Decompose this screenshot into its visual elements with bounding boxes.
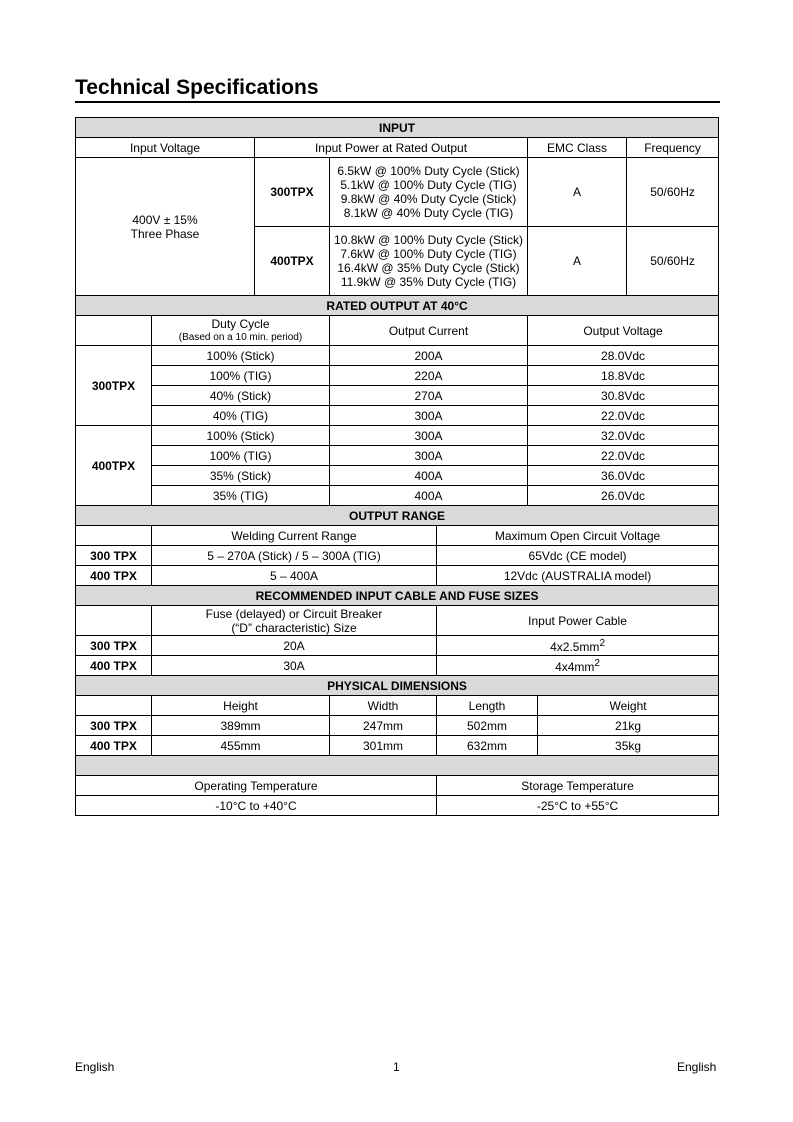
dimensions-model: 400 TPX <box>76 736 152 756</box>
output-range-header: OUTPUT RANGE <box>76 506 719 526</box>
dimensions-header: PHYSICAL DIMENSIONS <box>76 676 719 696</box>
col-fuse-size <box>152 606 437 636</box>
input-voltage-line1: 400V ± 15% <box>132 212 198 227</box>
input-voltage-line2: Three Phase <box>130 226 200 241</box>
weight-value: 35kg <box>538 736 719 756</box>
empty-cell <box>76 606 152 636</box>
input-power-cell <box>330 227 528 296</box>
input-power-line: 7.6kW @ 100% Duty Cycle (TIG) <box>340 247 517 261</box>
input-model: 300TPX <box>255 158 330 227</box>
input-power-line: 5.1kW @ 100% Duty Cycle (TIG) <box>340 178 517 192</box>
table-row <box>76 486 719 506</box>
output-current: 220A <box>330 366 528 386</box>
output-current: 200A <box>330 346 528 366</box>
output-voltage: 18.8Vdc <box>528 366 719 386</box>
output-current: 270A <box>330 386 528 406</box>
table-row <box>76 366 719 386</box>
fuse-size: 20A <box>152 636 437 656</box>
col-fuse-size-line1: Fuse (delayed) or Circuit Breaker <box>205 606 383 621</box>
input-row-300tpx <box>76 158 719 227</box>
duty-cycle: 100% (TIG) <box>152 446 330 466</box>
col-duty-cycle-sub: (Based on a 10 min. period) <box>178 331 303 343</box>
duty-cycle: 35% (TIG) <box>152 486 330 506</box>
empty-cell <box>76 316 152 346</box>
operating-temperature: -10°C to +40°C <box>76 796 437 816</box>
rated-output-section-header <box>76 296 719 316</box>
empty-cell <box>76 696 152 716</box>
table-row <box>76 406 719 426</box>
output-voltage: 22.0Vdc <box>528 406 719 426</box>
col-operating-temperature: Operating Temperature <box>76 776 437 796</box>
table-row <box>76 736 719 756</box>
duty-cycle: 100% (Stick) <box>152 346 330 366</box>
table-row <box>76 656 719 676</box>
output-voltage: 32.0Vdc <box>528 426 719 446</box>
length-value: 502mm <box>437 716 538 736</box>
table-row <box>76 796 719 816</box>
spec-table <box>75 117 719 816</box>
power-cable <box>437 656 719 676</box>
temperature-section-header <box>76 756 719 776</box>
output-current: 300A <box>330 426 528 446</box>
footer-page-number: 1 <box>393 1060 400 1074</box>
input-power-line: 10.8kW @ 100% Duty Cycle (Stick) <box>334 233 523 247</box>
open-circuit-voltage: 65Vdc (CE model) <box>437 546 719 566</box>
height-value: 455mm <box>152 736 330 756</box>
col-max-ocv: Maximum Open Circuit Voltage <box>437 526 719 546</box>
rated-output-column-headers <box>76 316 719 346</box>
rated-model: 400TPX <box>76 426 152 506</box>
input-emc: A <box>528 158 627 227</box>
storage-temperature: -25°C to +55°C <box>437 796 719 816</box>
input-power-line: 6.5kW @ 100% Duty Cycle (Stick) <box>337 164 520 178</box>
table-row <box>76 716 719 736</box>
output-current: 400A <box>330 486 528 506</box>
output-voltage: 28.0Vdc <box>528 346 719 366</box>
col-emc-class: EMC Class <box>528 138 627 158</box>
input-frequency: 50/60Hz <box>627 227 719 296</box>
col-input-power: Input Power at Rated Output <box>255 138 528 158</box>
table-row <box>76 426 719 446</box>
length-value: 632mm <box>437 736 538 756</box>
col-output-current: Output Current <box>330 316 528 346</box>
input-power-line: 16.4kW @ 35% Duty Cycle (Stick) <box>337 261 520 275</box>
input-power-line: 11.9kW @ 35% Duty Cycle (TIG) <box>340 275 517 289</box>
output-voltage: 30.8Vdc <box>528 386 719 406</box>
output-range-column-headers <box>76 526 719 546</box>
output-current: 300A <box>330 446 528 466</box>
cable-fuse-header: RECOMMENDED INPUT CABLE AND FUSE SIZES <box>76 586 719 606</box>
output-voltage: 22.0Vdc <box>528 446 719 466</box>
width-value: 247mm <box>330 716 437 736</box>
input-emc: A <box>528 227 627 296</box>
footer-language-left: English <box>75 1060 115 1074</box>
table-row <box>76 446 719 466</box>
blank-grey-bar <box>76 756 719 776</box>
duty-cycle: 40% (TIG) <box>152 406 330 426</box>
dimensions-model: 300 TPX <box>76 716 152 736</box>
input-power-line: 8.1kW @ 40% Duty Cycle (TIG) <box>343 206 514 220</box>
col-length: Length <box>437 696 538 716</box>
col-welding-current-range: Welding Current Range <box>152 526 437 546</box>
power-cable-sup: 2 <box>594 658 600 669</box>
input-header: INPUT <box>76 118 719 138</box>
output-voltage: 26.0Vdc <box>528 486 719 506</box>
power-cable-value: 4x4mm <box>555 660 595 674</box>
input-frequency: 50/60Hz <box>627 158 719 227</box>
col-input-voltage: Input Voltage <box>76 138 255 158</box>
rated-model: 300TPX <box>76 346 152 426</box>
col-frequency: Frequency <box>627 138 719 158</box>
cable-fuse-column-headers <box>76 606 719 636</box>
input-power-cell <box>330 158 528 227</box>
fuse-model: 300 TPX <box>76 636 152 656</box>
rated-output-header: RATED OUTPUT AT 40°C <box>76 296 719 316</box>
duty-cycle: 100% (Stick) <box>152 426 330 446</box>
footer-language-right: English <box>677 1060 717 1074</box>
height-value: 389mm <box>152 716 330 736</box>
fuse-model: 400 TPX <box>76 656 152 676</box>
table-row <box>76 346 719 366</box>
col-duty-cycle <box>152 316 330 346</box>
fuse-size: 30A <box>152 656 437 676</box>
table-row <box>76 636 719 656</box>
col-storage-temperature: Storage Temperature <box>437 776 719 796</box>
dimensions-column-headers <box>76 696 719 716</box>
input-model: 400TPX <box>255 227 330 296</box>
table-row <box>76 566 719 586</box>
power-cable-sup: 2 <box>599 638 605 649</box>
power-cable <box>437 636 719 656</box>
col-fuse-size-line2: (“D” characteristic) Size <box>231 620 357 635</box>
table-row <box>76 386 719 406</box>
page-title: Technical Specifications <box>75 76 720 103</box>
input-power-line: 9.8kW @ 40% Duty Cycle (Stick) <box>340 192 517 206</box>
empty-cell <box>76 526 152 546</box>
range-model: 400 TPX <box>76 566 152 586</box>
output-range-section-header <box>76 506 719 526</box>
col-output-voltage: Output Voltage <box>528 316 719 346</box>
duty-cycle: 40% (Stick) <box>152 386 330 406</box>
output-current: 300A <box>330 406 528 426</box>
cable-fuse-section-header <box>76 586 719 606</box>
table-row <box>76 546 719 566</box>
current-range: 5 – 400A <box>152 566 437 586</box>
width-value: 301mm <box>330 736 437 756</box>
output-current: 400A <box>330 466 528 486</box>
col-height: Height <box>152 696 330 716</box>
current-range: 5 – 270A (Stick) / 5 – 300A (TIG) <box>152 546 437 566</box>
input-column-headers <box>76 138 719 158</box>
dimensions-section-header <box>76 676 719 696</box>
power-cable-value: 4x2.5mm <box>550 640 600 654</box>
table-row <box>76 466 719 486</box>
col-input-power-cable: Input Power Cable <box>437 606 719 636</box>
input-voltage-cell <box>76 158 255 296</box>
open-circuit-voltage: 12Vdc (AUSTRALIA model) <box>437 566 719 586</box>
duty-cycle: 100% (TIG) <box>152 366 330 386</box>
output-voltage: 36.0Vdc <box>528 466 719 486</box>
col-weight: Weight <box>538 696 719 716</box>
col-width: Width <box>330 696 437 716</box>
col-duty-cycle-label: Duty Cycle <box>211 316 270 331</box>
input-section-header <box>76 118 719 138</box>
temperature-column-headers <box>76 776 719 796</box>
range-model: 300 TPX <box>76 546 152 566</box>
duty-cycle: 35% (Stick) <box>152 466 330 486</box>
weight-value: 21kg <box>538 716 719 736</box>
